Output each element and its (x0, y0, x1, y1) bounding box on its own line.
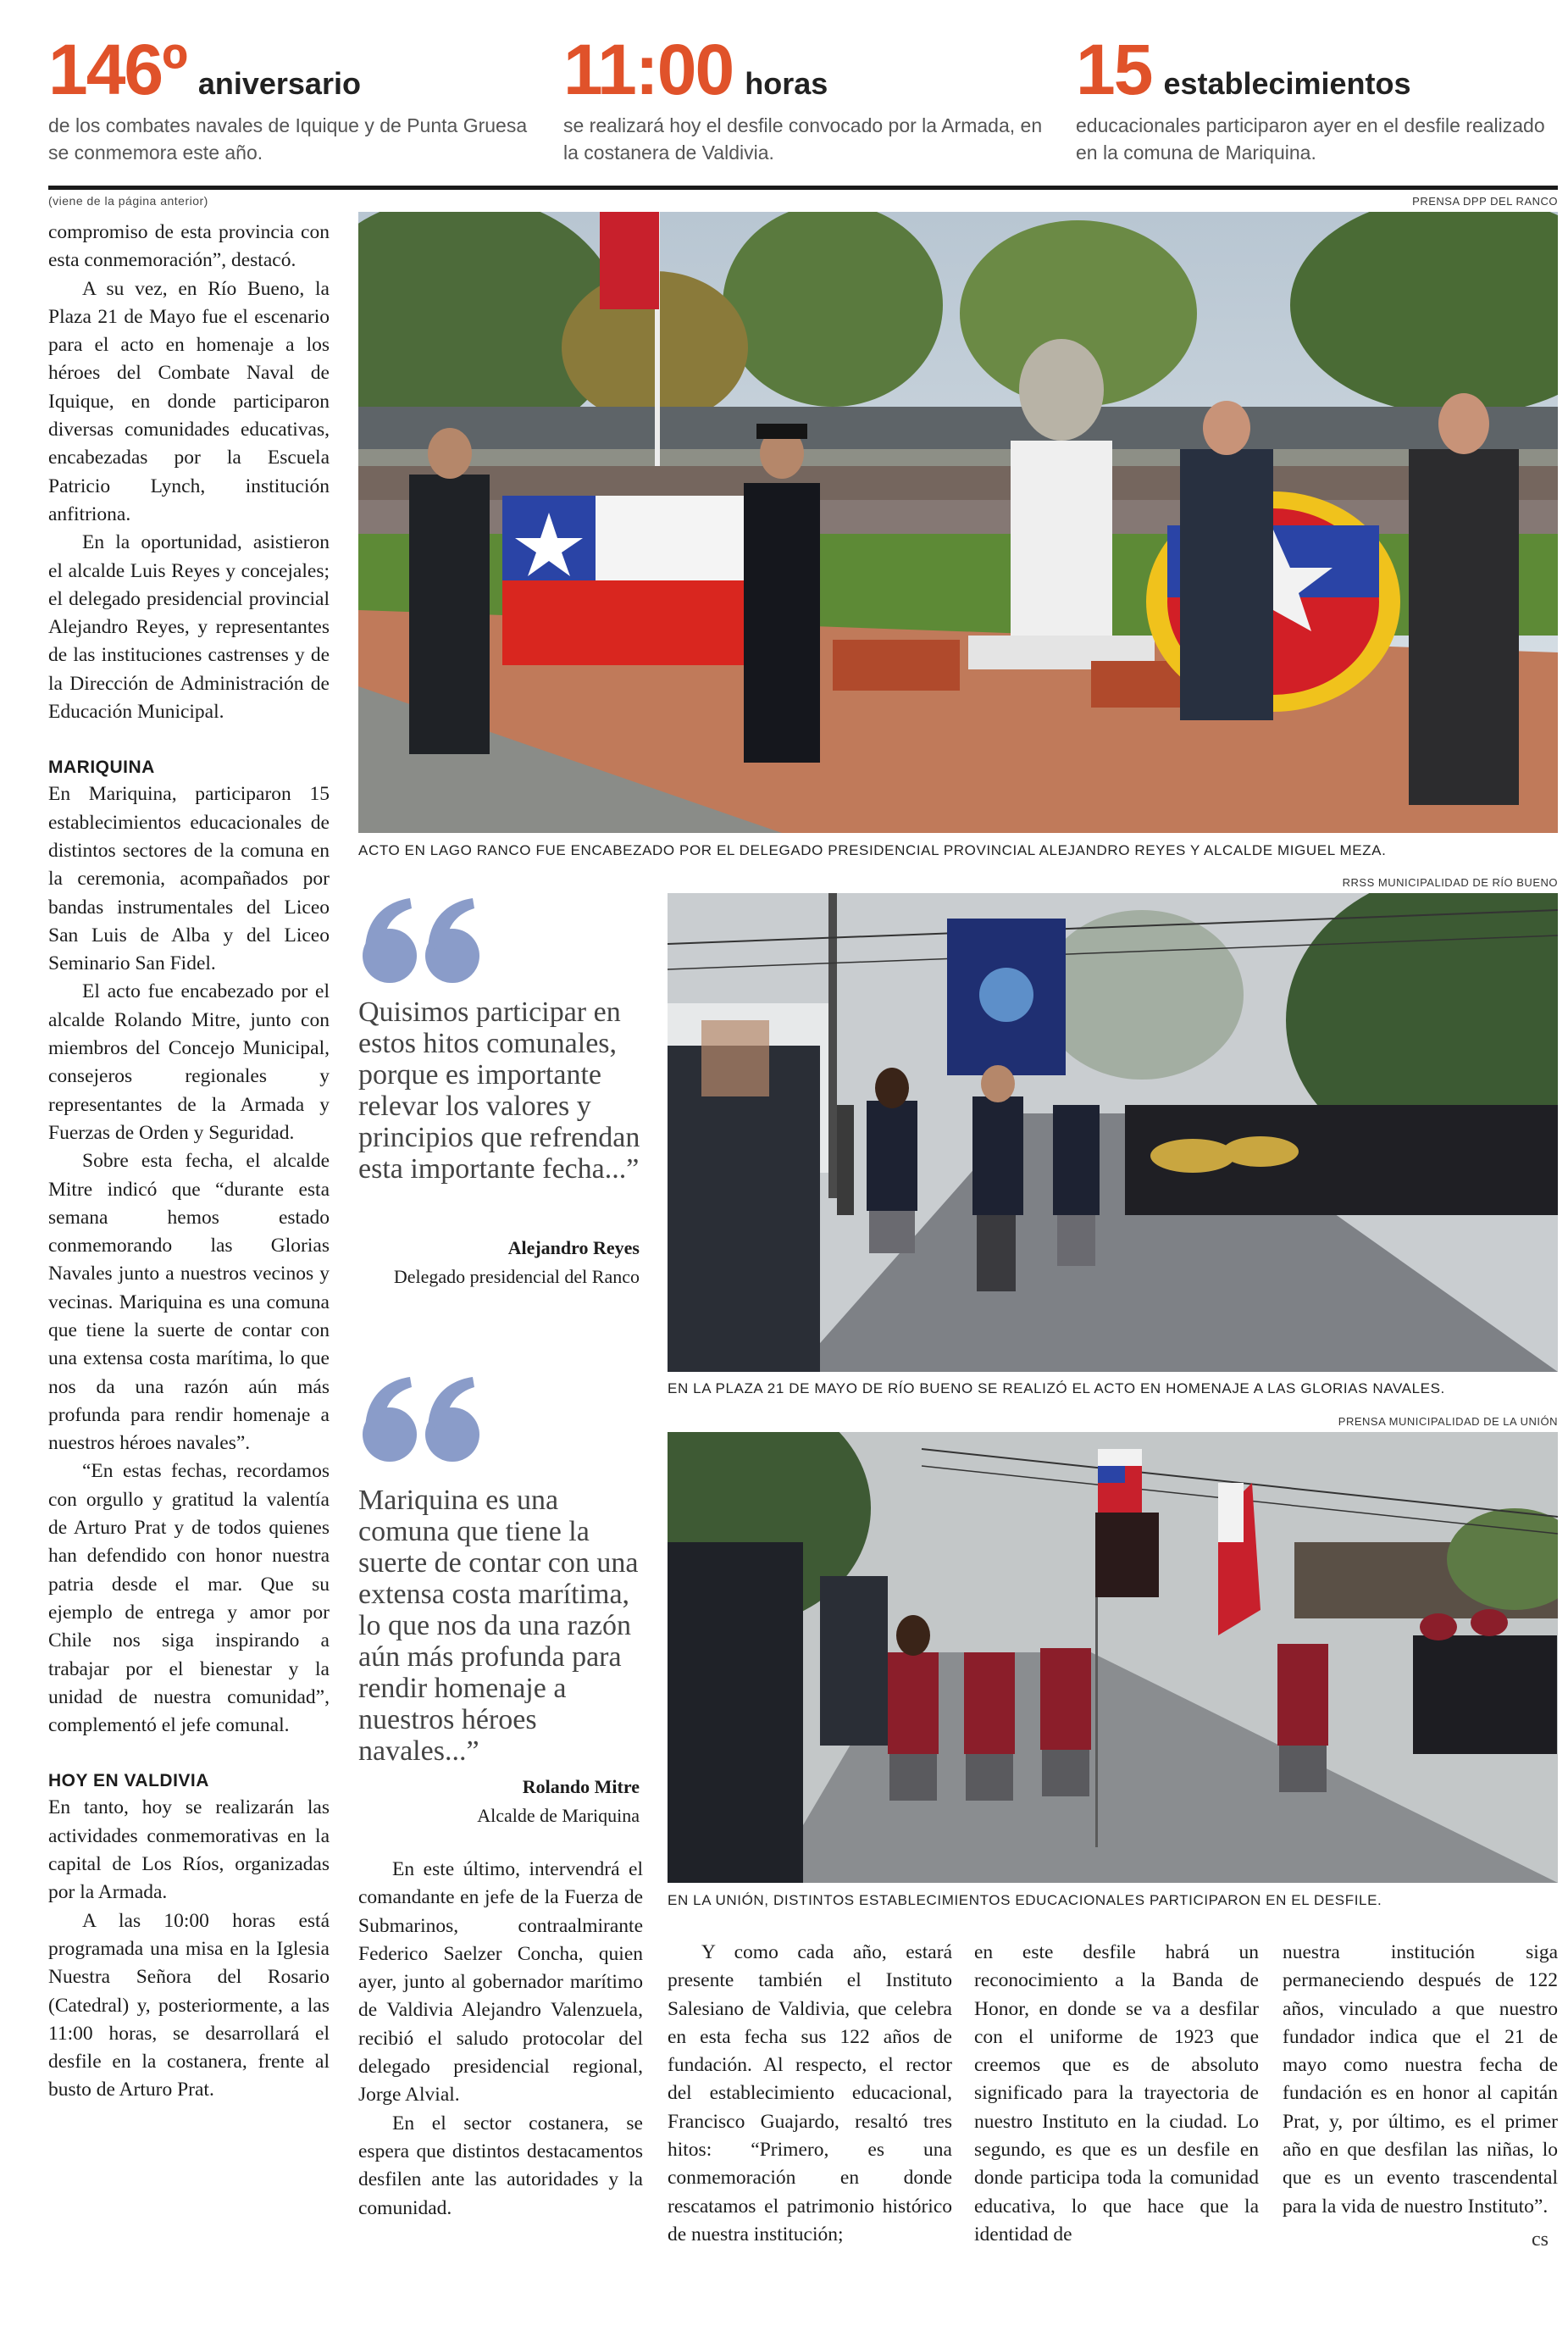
article-column-2 (358, 1856, 643, 2223)
paragraph: Sobre esta fecha, el alcalde Mitre indicó que “durante esta semana hemos estado conmemorando las Glorias Navales junto a nuestros vecinos y vecinas. Mariquina es una comuna que tiene la suerte de contar con una extensa costa marítima, lo que nos da una razón aún más profunda para rendir homenaje a nuestros héroes navales”. (48, 1150, 330, 1455)
subheading-mariquina: MARIQUINA (48, 758, 155, 778)
paragraph: nuestra institución siga permaneciendo después de 122 años, vinculado a que nuestro fundador indica que el 21 de mayo como nuestra fecha de fundación es en honor al capitán Prat, y, por último, es el primer año en que desfilan las niñas, lo que es un evento trascendental para la vida de nuestro Instituto”. (1283, 1941, 1558, 2218)
quote-author-name: Rolando Mitre (522, 1776, 640, 1797)
paragraph: En tanto, hoy se realizarán las actividades conmemorativas en la capital de Los Ríos, organizadas por la Armada. (48, 1796, 330, 1904)
paragraph: Y como cada año, estará presente también el Instituto Salesiano de Valdivia, que celebra en esta fecha sus 122 años de fundación. Al respecto, el rector del establecimiento educacional, Francisco Guajardo, resaltó tres hitos: “Primero, es una conmemoración en donde rescatamos el patrimonio histórico de nuestra institución; (668, 1941, 952, 2245)
stat-number: 15 (1076, 30, 1152, 109)
stat-number: 146º (48, 30, 186, 109)
photo-caption: ACTO EN LAGO RANCO FUE ENCABEZADO POR EL DELEGADO PRESIDENCIAL PROVINCIAL ALEJANDRO REYES Y ALCALDE MIGUEL MEZA. (358, 842, 1387, 858)
photo-credit: PRENSA DPP DEL RANCO (1412, 195, 1558, 208)
stat-anniversary (48, 30, 535, 166)
article-column-3 (668, 1939, 952, 2249)
photo-caption: EN LA UNIÓN, DISTINTOS ESTABLECIMIENTOS EDUCACIONALES PARTICIPARON EN EL DESFILE. (668, 1892, 1382, 1908)
stat-hours (563, 30, 1050, 166)
stat-number: 11:00 (563, 30, 734, 109)
header-rule (48, 186, 1558, 190)
quote-author-name: Alejandro Reyes (507, 1237, 640, 1258)
article-column-1 (48, 219, 330, 2105)
paragraph: “En estas fechas, recordamos con orgullo y gratitud la valentía de Arturo Prat y de todos quienes han defendido con honor nuestra patria desde el mar. Que su ejemplo de entrega y amor por Chile nos siga inspirando a trabajar por el bienestar y la unidad de nuestra comunidad”, complementó el jefe comunal. (48, 1460, 330, 1737)
stat-description: se realizará hoy el desfile convocado por la Armada, en la costanera de Valdivia. (563, 114, 1043, 164)
paragraph: en este desfile habrá un reconocimiento a la Banda de Honor, en donde se va a desfilar con el uniforme de 1923 que creemos que es de absoluto significado para la trayectoria de nuestro Instituto en la ciudad. Lo segundo, es que es un desfile en donde participa toda la comunidad educativa, lo que hace que la identidad de (974, 1941, 1259, 2245)
paragraph: En la oportunidad, asistieron el alcalde Luis Reyes y concejales; el delegado presidencial provincial Alejandro Reyes, y representantes de las instituciones castrenses y de la Dirección de Administración de Educación Municipal. (48, 531, 330, 724)
end-of-article-mark: cs (1532, 2229, 1549, 2251)
stat-description: educacionales participaron ayer en el desfile realizado en la comuna de Mariquina. (1076, 114, 1545, 164)
photo-la-union (668, 1432, 1558, 1883)
pull-quote-mitre: Mariquina es una comuna que tiene la suerte de contar con una extensa costa marítima, lo que nos da una razón aún más profunda para rendir homenaje a nuestros héroes navales...” (358, 1485, 639, 1767)
quote-author-role: Delegado presidencial del Ranco (393, 1266, 640, 1287)
pull-quote-reyes: Quisimos participar en estos hitos comunales, porque es importante relevar los valores y principios que refrendan esta importante fecha...” (358, 996, 640, 1185)
quote-attribution (358, 1773, 640, 1830)
stat-description: de los combates navales de Iquique y de Punta Gruesa se conmemora este año. (48, 114, 528, 164)
paragraph: En el sector costanera, se espera que distintos destacamentos desfilen ante las autoridades y la comunidad. (358, 2112, 643, 2219)
photo-rio-bueno (668, 893, 1558, 1372)
paragraph: A su vez, en Río Bueno, la Plaza 21 de Mayo fue el escenario para el acto en homenaje a los héroes del Combate Naval de Iquique, en donde participaron diversas comunidades educativas, encabezadas por la Escuela Patricio Lynch, institución anfitriona. (48, 277, 330, 525)
photo-caption: EN LA PLAZA 21 DE MAYO DE RÍO BUENO SE REALIZÓ EL ACTO EN HOMENAJE A LAS GLORIAS NAVALES. (668, 1380, 1445, 1396)
stat-word: establecimientos (1163, 66, 1411, 101)
paragraph: A las 10:00 horas está programada una misa en la Iglesia Nuestra Señora del Rosario (Catedral) y, posteriormente, a las 11:00 horas, se desarrollará el desfile en la costanera, frente al busto de Arturo Prat. (48, 1909, 330, 2101)
photo-credit: PRENSA MUNICIPALIDAD DE LA UNIÓN (1338, 1415, 1558, 1428)
stat-word: horas (745, 66, 828, 101)
stat-establishments (1076, 30, 1563, 166)
article-column-5 (1283, 1939, 1558, 2221)
quote-mark-icon (361, 896, 488, 990)
quote-attribution (358, 1234, 640, 1291)
paragraph: El acto fue encabezado por el alcalde Rolando Mitre, junto con miembros del Concejo Municipal, consejeros regionales y representantes de la Armada y Fuerzas de Orden y Seguridad. (48, 980, 330, 1144)
continued-note: (viene de la página anterior) (48, 194, 208, 208)
paragraph: compromiso de esta provincia con esta conmemoración”, destacó. (48, 221, 330, 272)
paragraph: En Mariquina, participaron 15 establecimientos educacionales de distintos sectores de la comuna en la ceremonia, acompañados por bandas instrumentales del Liceo San Luis de Alba y del Liceo Seminario San Fidel. (48, 783, 330, 975)
photo-credit: RRSS MUNICIPALIDAD DE RÍO BUENO (1342, 876, 1558, 889)
quote-mark-icon (361, 1375, 488, 1468)
article-column-4 (974, 1939, 1259, 2249)
photo-lago-ranco (358, 212, 1558, 833)
stat-word: aniversario (197, 66, 361, 101)
subheading-valdivia: HOY EN VALDIVIA (48, 1771, 209, 1791)
paragraph: En este último, intervendrá el comandante en jefe de la Fuerza de Submarinos, contraalmirante Federico Saelzer Concha, quien ayer, junto al gobernador marítimo de Valdivia Alejandro Valenzuela, recibió el saludo protocolar del delegado presidencial regional, Jorge Alvial. (358, 1858, 643, 2107)
quote-author-role: Alcalde de Mariquina (477, 1805, 640, 1826)
